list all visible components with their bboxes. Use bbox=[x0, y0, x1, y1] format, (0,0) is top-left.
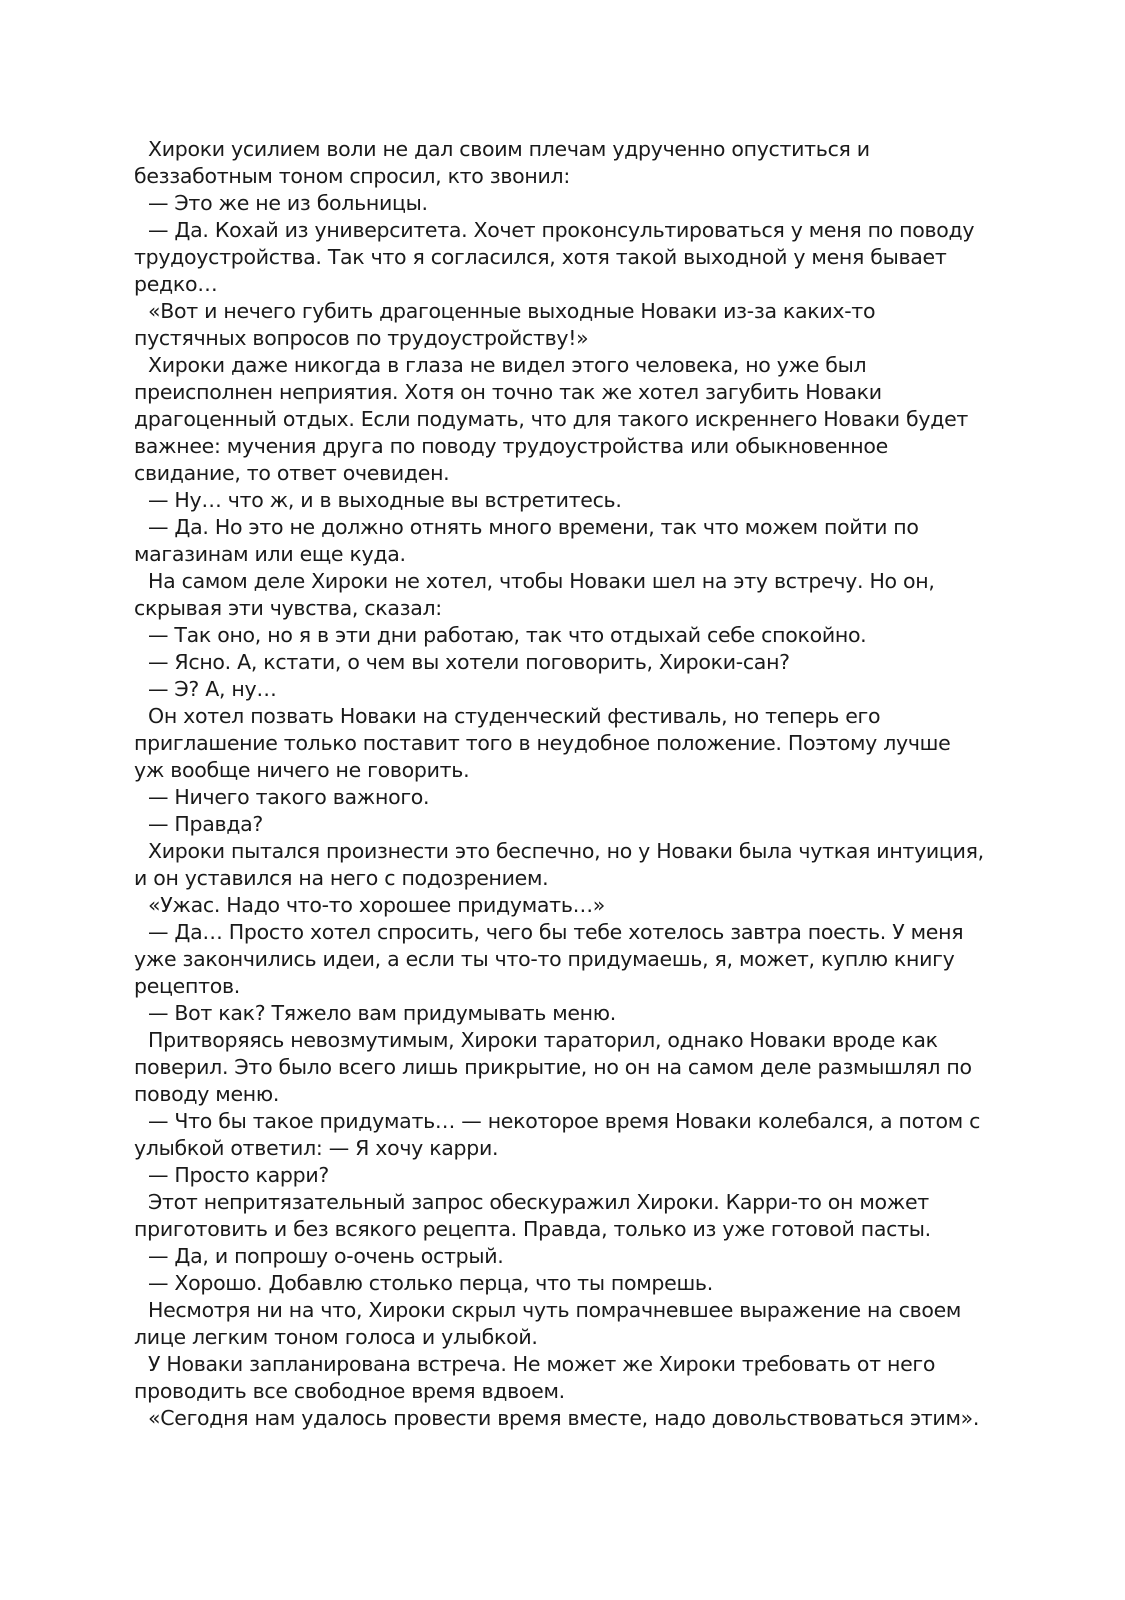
paragraph: На самом деле Хироки не хотел, чтобы Новаки шел на эту встречу. Но он, скрывая эти чувства, сказал: bbox=[134, 569, 935, 620]
paragraph: Хироки пытался произнести это беспечно, но у Новаки была чуткая интуиция, и он уставился на него с подозрением. bbox=[134, 839, 984, 890]
paragraph: — Это же не из больницы. bbox=[148, 191, 428, 215]
document-page bbox=[134, 136, 984, 1432]
paragraph: — Да, и попрошу о-очень острый. bbox=[148, 1244, 504, 1268]
paragraph: Он хотел позвать Новаки на студенческий фестиваль, но теперь его приглашение только поставит того в неудобное положение. Поэтому лучше уж вообще ничего не говорить. bbox=[134, 704, 951, 782]
paragraph: У Новаки запланирована встреча. Не может же Хироки требовать от него проводить все свободное время вдвоем. bbox=[134, 1352, 936, 1403]
paragraph: Этот непритязательный запрос обескуражил Хироки. Карри-то он может приготовить и без всякого рецепта. Правда, только из уже готовой пасты. bbox=[134, 1190, 931, 1241]
paragraph: Несмотря ни на что, Хироки скрыл чуть помрачневшее выражение на своем лице легким тоном голоса и улыбкой. bbox=[134, 1298, 962, 1349]
paragraph: «Сегодня нам удалось провести время вместе, надо довольствоваться этим». bbox=[148, 1406, 980, 1430]
paragraph: — Да… Просто хотел спросить, чего бы тебе хотелось завтра поесть. У меня уже закончились идеи, а если ты что-то придумаешь, я, может, куплю книгу рецептов. bbox=[134, 920, 964, 998]
paragraph: — Просто карри? bbox=[148, 1163, 329, 1187]
paragraph: — Ничего такого важного. bbox=[148, 785, 430, 809]
paragraph: Хироки усилием воли не дал своим плечам удрученно опуститься и беззаботным тоном спросил, кто звонил: bbox=[134, 137, 870, 188]
paragraph: — Ну… что ж, и в выходные вы встретитесь. bbox=[148, 488, 622, 512]
paragraph: «Ужас. Надо что-то хорошее придумать…» bbox=[148, 893, 606, 917]
paragraph: — Вот как? Тяжело вам придумывать меню. bbox=[148, 1001, 616, 1025]
paragraph: — Да. Кохай из университета. Хочет проконсультироваться у меня по поводу трудоустройства. Так что я согласился, хотя такой выходной у меня бывает редко… bbox=[134, 218, 975, 296]
paragraph: Хироки даже никогда в глаза не видел этого человека, но уже был преисполнен неприятия. Хотя он точно так же хотел загубить Новаки драгоценный отдых. Если подумать, что для такого искреннего Новаки будет важнее: мучения друга по поводу трудоустройства или обыкновенное свидание, то ответ очевиден. bbox=[134, 353, 969, 485]
paragraph: «Вот и нечего губить драгоценные выходные Новаки из-за каких-то пустячных вопросов по трудоустройству!» bbox=[134, 299, 876, 350]
paragraph: — Так оно, но я в эти дни работаю, так что отдыхай себе спокойно. bbox=[148, 623, 867, 647]
paragraph: — Хорошо. Добавлю столько перца, что ты помрешь. bbox=[148, 1271, 713, 1295]
paragraph: — Что бы такое придумать… — некоторое время Новаки колебался, а потом с улыбкой ответил: — Я хочу карри. bbox=[134, 1109, 981, 1160]
paragraph: — Ясно. А, кстати, о чем вы хотели поговорить, Хироки-сан? bbox=[148, 650, 790, 674]
paragraph: — Э? А, ну… bbox=[148, 677, 277, 701]
paragraph: — Да. Но это не должно отнять много времени, так что можем пойти по магазинам или еще куда. bbox=[134, 515, 919, 566]
paragraph: — Правда? bbox=[148, 812, 264, 836]
paragraph: Притворяясь невозмутимым, Хироки тараторил, однако Новаки вроде как поверил. Это было всего лишь прикрытие, но он на самом деле размышлял по поводу меню. bbox=[134, 1028, 972, 1106]
